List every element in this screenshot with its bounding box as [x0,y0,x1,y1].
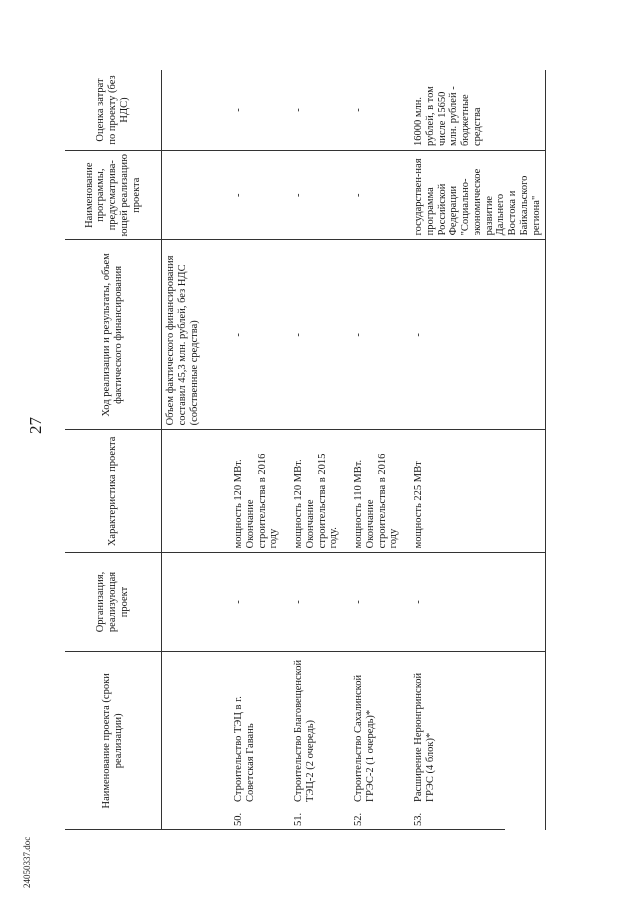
project-characteristic: мощность 225 МВт [410,430,546,553]
document-id: 24050337.doc [22,836,32,888]
page-number: 27 [26,417,45,434]
project-program: - [290,151,350,240]
row-number: 53. [413,812,424,826]
header-characteristic: Характеристика проекта [65,430,162,553]
project-org: - [290,553,350,651]
project-org: - [230,553,290,651]
project-program: - [350,151,410,240]
project-cost: - [290,70,350,151]
header-cost: Оценка затрат по проекту (без НДС) [65,70,162,151]
project-program: государствен-ная программа Российской Федерации "Социально-экономическое развитие Дальнего Востока и Байкальского региона" [410,151,546,240]
project-org: - [350,553,410,651]
project-characteristic: мощность 120 МВт. Окончание строительства в 2015 году. [290,430,350,553]
header-progress: Ход реализации и результаты, объем фактического финансирования [65,240,162,430]
project-name: Строительство Благовещенской ТЭЦ-2 (2 очередь) [293,659,316,802]
project-org: - [410,553,546,651]
rotated-table-page [65,70,542,830]
row-number: 51. [293,812,304,826]
carryover-progress: Объем фактического финансирования составил 45,3 млн. рублей, без НДС (собственные средства) [162,240,231,430]
project-cost: - [350,70,410,151]
header-org: Организация, реализующая проект [65,553,162,651]
project-characteristic: мощность 110 МВт. Окончание строительства в 2016 году [350,430,410,553]
table-frame [65,70,505,830]
project-name: Расширение Нерюнгринской ГРЭС (4 блок)* [413,672,436,802]
project-program: - [230,151,290,240]
project-cost: 16000 млн. рублей, в том числе 15650 млн. рублей - бюджетные средства [410,70,546,151]
row-number: 52. [353,812,364,826]
row-number: 50. [233,812,244,826]
project-name: Строительство ТЭЦ в г. Советская Гавань [233,696,256,802]
project-progress: - [290,240,350,430]
project-progress: - [230,240,290,430]
project-cost: - [230,70,290,151]
project-progress: - [350,240,410,430]
header-program: Наименование программы, предусматрива-ющей реализацию проекта [65,151,162,240]
project-progress: - [410,240,546,430]
header-name: Наименование проекта (сроки реализации) [65,651,162,830]
project-characteristic: мощность 120 МВт. Окончание строительства в 2016 году [230,430,290,553]
project-name: Строительство Сахалинской ГРЭС-2 (1 очередь)* [353,674,376,802]
